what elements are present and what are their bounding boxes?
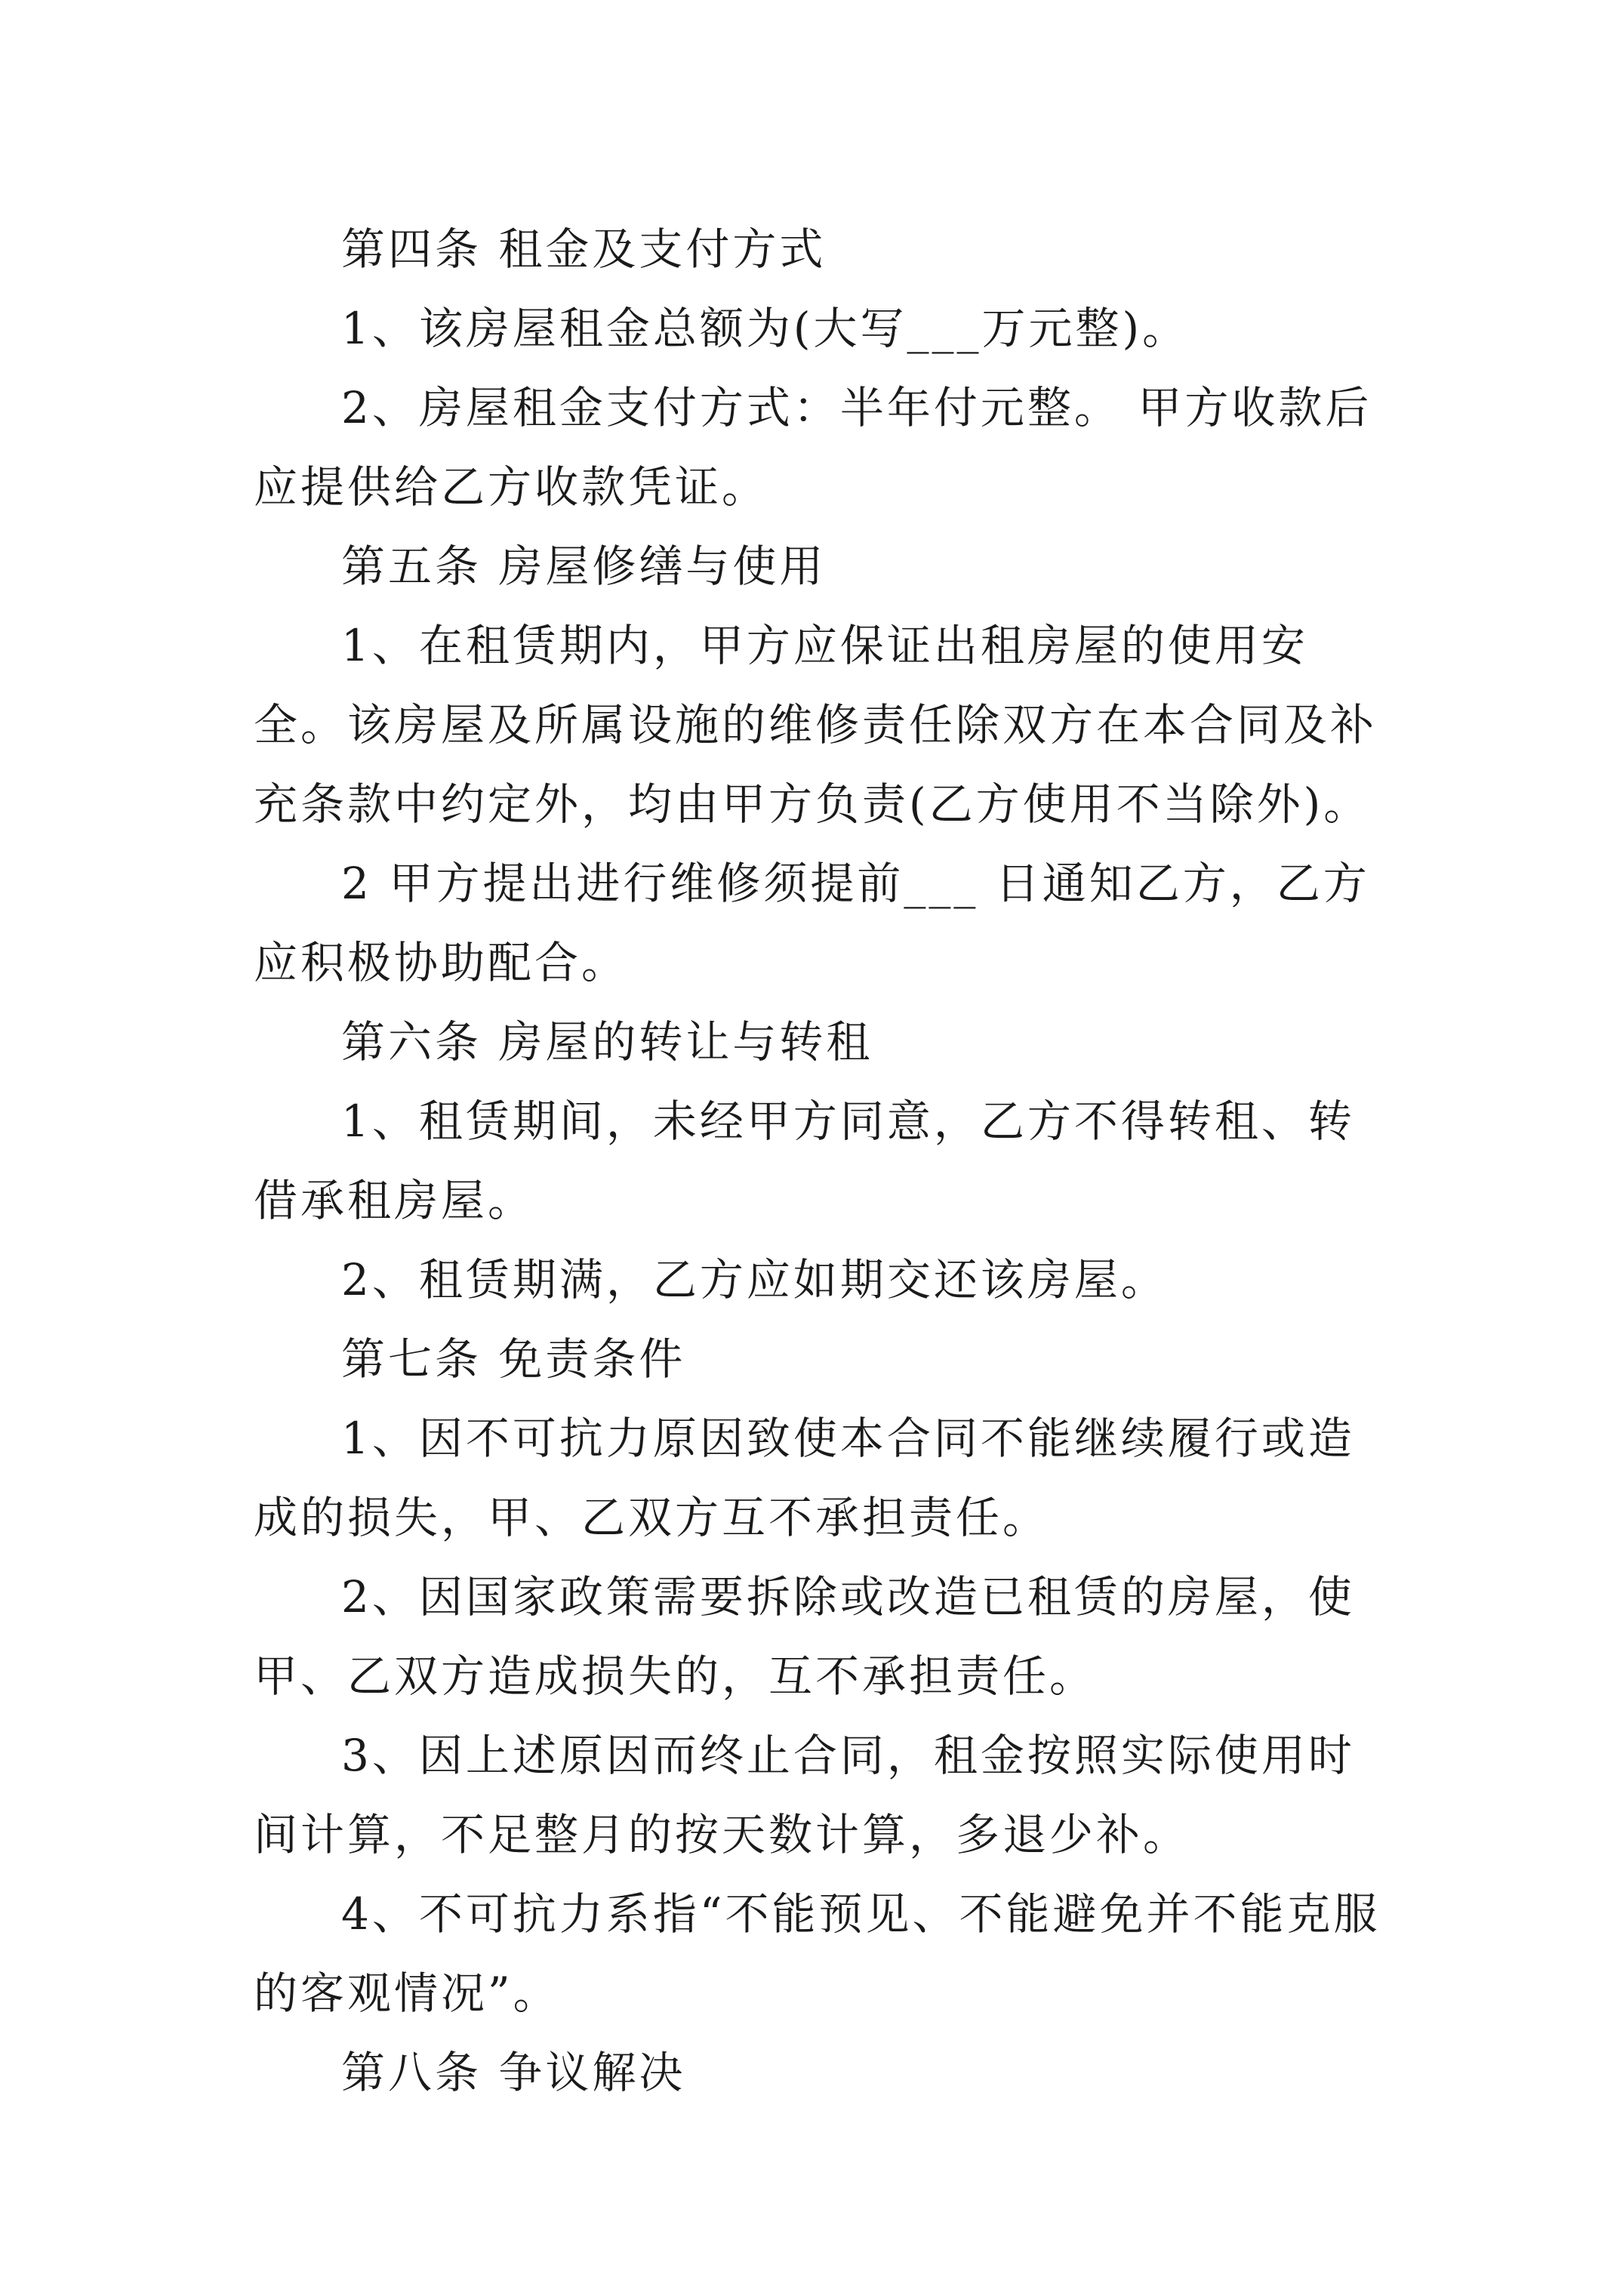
section-heading-article-7: 第七条 免责条件 [341,1333,686,1385]
paragraph: 2、因国家政策需要拆除或改造已租赁的房屋，使甲、乙双方造成损失的，互不承担责任。 [254,1571,1355,1702]
paragraph: 2、租赁期满，乙方应如期交还该房屋。 [341,1254,1168,1305]
paragraph: 4、不可抗力系指“不能预见、不能避免并不能克服的客观情况”。 [254,1888,1381,2019]
section-heading-article-6: 第六条 房屋的转让与转租 [341,1016,873,1068]
paragraph: 2 甲方提出进行维修须提前___ 日通知乙方，乙方应积极协助配合。 [254,858,1370,988]
paragraph: 1、因不可抗力原因致使本合同不能继续履行或造成的损失，甲、乙双方互不承担责任。 [254,1413,1355,1543]
paragraph: 3、因上述原因而终止合同，租金按照实际使用时间计算，不足整月的按天数计算，多退少补。 [254,1730,1355,1860]
paragraph: 1、租赁期间，未经甲方同意，乙方不得转租、转借承租房屋。 [254,1096,1355,1226]
paragraph: 1、该房屋租金总额为(大写___万元整)。 [341,303,1190,354]
section-heading-article-8: 第八条 争议解决 [341,2047,686,2098]
section-heading-article-5: 第五条 房屋修缮与使用 [341,541,827,592]
paragraph: 1、在租赁期内，甲方应保证出租房屋的使用安全。该房屋及所属设施的维修责任除双方在本合同及补充条款中约定外，均由甲方负责(乙方使用不当除外)。 [254,620,1378,830]
paragraph: 2、房屋租金支付方式：半年付元整。 甲方收款后应提供给乙方收款凭证。 [254,382,1372,513]
section-heading-article-4: 第四条 租金及支付方式 [341,223,827,275]
